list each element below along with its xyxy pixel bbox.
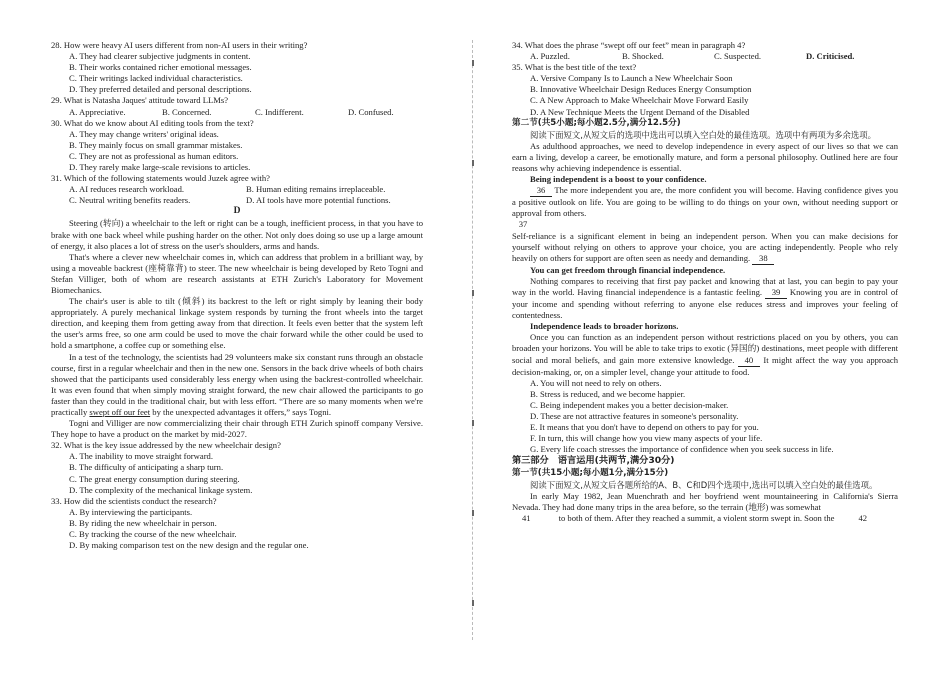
- option-b: B. Human editing remains irreplaceable.: [246, 184, 386, 195]
- paragraph-text: to both of them. After they reached a summit, a violent storm swept in. Soon the: [558, 513, 835, 524]
- option-f: F. In turn, this will change how you view many aspects of your life.: [530, 433, 763, 444]
- paragraph-text: Self-reliance is a significant element in being an independent person. When you can make decisions for yourself without relying on others to approve your choice, you are acting independently. People who rely heavily on others for support are often seen as needy and demanding.: [512, 230, 898, 263]
- paragraph-text: It might affect the way you approach decision-making, or, on a simpler level, change your attitude to food.: [512, 354, 898, 377]
- option-d: D. These are not attractive features in someone's personality.: [530, 411, 739, 421]
- section-2-instructions: 阅读下面短文,从短文后的选项中选出可以填入空白处的最佳选项。选项中有两项为多余选项。: [530, 129, 877, 140]
- cloze-paragraph: In early May 1982, Jean Muenchrath and her boyfriend went mountaineering in California's Sierra Nevada. They had done many trips in the area before, so the terrain (地形) was somewhat: [512, 490, 898, 513]
- option-d: D. The complexity of the mechanical linkage system.: [69, 484, 253, 495]
- cloze-line: [512, 513, 898, 524]
- blank-36: 36: [530, 185, 552, 197]
- question-stem: 34. What does the phrase “swept off our feet” mean in paragraph 4?: [512, 40, 746, 50]
- option-d: D. They preferred detailed and personal descriptions.: [69, 84, 252, 95]
- passage-paragraph-4: [51, 352, 423, 419]
- paragraph-text: Nothing compares to receiving that first pay packet and knowing that at last, you can begin to pay your way in the world. Having financial independence is a fantastic feeling.: [512, 275, 898, 297]
- options-row: [51, 107, 423, 118]
- paragraph-text: Knowing you are in control of your income and spending without referring to anyone else reduces stress and improves your feeling of contentedness.: [512, 286, 899, 321]
- option-b: B. Stress is reduced, and we become happier.: [530, 388, 686, 399]
- option-c: C. A New Approach to Make Wheelchair Move Forward Easily: [530, 95, 749, 106]
- paragraph-text: The more independent you are, the more confident you will become. Having confidence gives you a positive outlook on life. You are going to be willing to do things on your own, without needing support or approval from others.: [512, 185, 898, 219]
- paragraph-text: In a test of the technology, the scientists had 29 volunteers make six constant runs through an obstacle course, first in a regular wheelchair and then in the new one. Sensors in the back drive wheels of both chairs showed that the participants used considerably less energy when using the backrest-controlled wheelchair. It was even found that when simply moving straight forward, the new chair allowed the participants to go faster than they could in the traditional chair, but with less effort. “There are so many moments when we're practically: [51, 351, 423, 417]
- option-b: B. Their works contained richer emotional messages.: [69, 62, 252, 73]
- section-1-heading: 第一节(共15小题;每小题1分,满分15分): [512, 467, 669, 478]
- subheading-horizons: Independence leads to broader horizons.: [530, 321, 679, 332]
- paragraph-text: by the unexpected advantages it offers,” says Togni.: [152, 407, 332, 417]
- question-28: [51, 40, 423, 95]
- right-column: [512, 40, 898, 524]
- question-30: [51, 118, 423, 173]
- question-stem: 28. How were heavy AI users different from non-AI users in their writing?: [51, 40, 308, 50]
- gap-fill-paragraph-1: As adulthood approaches, we need to develop independence in every aspect of our lives so that we can earn a living, develop a career, be emotionally mature, and form a personal philosophy. Outlined here are four reasons why achieving independence is essential.: [512, 140, 898, 173]
- question-35: [512, 62, 898, 117]
- option-b: B. Concerned.: [162, 106, 212, 117]
- blank-42: 42: [858, 513, 868, 524]
- option-c: C. Indifferent.: [255, 106, 304, 117]
- gap-fill-paragraph-2: [512, 185, 898, 219]
- option-d: D. They rarely make large-scale revisions to articles.: [69, 162, 251, 173]
- column-divider: [472, 40, 473, 640]
- gap-fill-paragraph-4: [512, 276, 898, 321]
- option-a: A. They had clearer subjective judgments in content.: [69, 51, 251, 62]
- option-e: E. It means that you don't have to depend on others to pay for you.: [530, 422, 759, 433]
- option-c: C. The great energy consumption during steering.: [69, 473, 240, 484]
- blank-37: 37: [512, 219, 534, 230]
- option-a: A. AI reduces research workload.: [69, 184, 185, 195]
- option-d: D. AI tools have more potential functions.: [246, 195, 391, 206]
- option-c: C. They are not as professional as human editors.: [69, 150, 239, 161]
- underlined-phrase: swept off our feet: [89, 407, 151, 417]
- question-stem: 30. What do we know about AI editing tools from the text?: [51, 117, 254, 128]
- question-33: [51, 496, 423, 551]
- option-c: C. By tracking the course of the new wheelchair.: [69, 529, 237, 540]
- option-c: C. Being independent makes you a better decision-maker.: [530, 399, 729, 410]
- question-stem: 33. How did the scientists conduct the research?: [51, 495, 217, 506]
- option-a: A. The inability to move straight forward.: [69, 451, 213, 462]
- passage-paragraph-2: That's where a clever new wheelchair comes in, which can address that problem in a brilliant way, by using a moveable backrest (座椅靠背) to steer. The new wheelchair is being developed by Reto Togni and Stefan Villiger, both of whom are research assistants at ETH Zurich's Laboratory for Movement Biomechanics.: [51, 251, 423, 295]
- blank-line-37: [512, 219, 898, 230]
- option-d: D. A New Technique Meets the Urgent Demand of the Disabled: [530, 106, 750, 117]
- options-row: [512, 51, 898, 62]
- options-row: [51, 184, 423, 195]
- option-d: D. Confused.: [348, 106, 394, 117]
- option-a: A. Versive Company Is to Launch a New Wheelchair Soon: [530, 73, 733, 84]
- option-a: A. They may change writers' original ideas.: [69, 128, 219, 139]
- gap-fill-paragraph-5: [512, 332, 898, 377]
- option-a: A. You will not need to rely on others.: [530, 377, 662, 388]
- left-column: [51, 40, 423, 551]
- option-c: C. Suspected.: [714, 51, 762, 62]
- passage-paragraph-1: Steering (转向) a wheelchair to the left or right can be a tough, inefficient process, in that you have to brake with one back wheel while pushing harder on the other. Not only does doing so use up a large amount of energy, it also places a lot of stress on the user's shoulders, arms and hands.: [51, 218, 423, 251]
- question-stem: 32. What is the key issue addressed by the new wheelchair design?: [51, 440, 281, 451]
- question-31: [51, 173, 423, 206]
- option-a: A. Puzzled.: [530, 51, 570, 62]
- option-d: D. Criticised.: [806, 51, 855, 62]
- option-a: A. By interviewing the participants.: [69, 506, 193, 517]
- question-34: [512, 40, 898, 62]
- passage-paragraph-5: Togni and Villiger are now commercializing their chair through ETH Zurich spinoff company Versive. They hope to have a product on the market by mid-2027.: [51, 418, 423, 440]
- paragraph-text: Once you can function as an independent person without restrictions placed on you by others, you can broaden your horizons. You will be able to take trips to exotic (异国的) destinations, meet people with different social and moral beliefs, and gain more extensive knowledge.: [512, 332, 898, 365]
- option-b: B. They mainly focus on small grammar mistakes.: [69, 139, 243, 150]
- option-d: D. By making comparison test on the new design and the regular one.: [69, 540, 309, 551]
- part-3-heading: 第三部分 语言运用(共两节,满分30分): [512, 455, 675, 467]
- question-29: [51, 95, 423, 117]
- option-b: B. Shocked.: [622, 51, 664, 62]
- option-b: B. The difficulty of anticipating a sharp turn.: [69, 462, 224, 473]
- blank-41: 41: [522, 513, 531, 524]
- section-2-heading: 第二节(共5小题;每小题2.5分,满分12.5分): [512, 117, 681, 128]
- question-stem: 31. Which of the following statements would Juzek agree with?: [51, 173, 270, 184]
- option-a: A. Appreciative.: [69, 106, 126, 117]
- option-b: B. Innovative Wheelchair Design Reduces Energy Consumption: [530, 84, 752, 95]
- question-stem: 35. What is the best title of the text?: [512, 62, 637, 73]
- option-c: C. Neutral writing benefits readers.: [69, 195, 191, 206]
- subheading-confidence: Being independent is a boost to your confidence.: [530, 174, 707, 185]
- option-b: B. By riding the new wheelchair in person.: [69, 517, 217, 528]
- question-stem: 29. What is Natasha Jaques' attitude toward LLMs?: [51, 95, 229, 106]
- passage-label: D: [233, 206, 241, 217]
- option-c: C. Their writings lacked individual characteristics.: [69, 73, 243, 84]
- section-1-instructions: 阅读下面短文,从短文后各题所给的A、B、C和D四个选项中,选出可以填入空白处的最佳选项。: [530, 479, 878, 490]
- subheading-financial: You can get freedom through financial independence.: [530, 264, 726, 275]
- question-32: [51, 440, 423, 495]
- blank-40: 40: [738, 355, 760, 367]
- options-row: [51, 195, 423, 206]
- gap-fill-options: [512, 378, 898, 456]
- gap-fill-paragraph-3: [512, 231, 898, 265]
- option-g: G. Every life coach stresses the importance of confidence when you seek success in life.: [530, 444, 834, 455]
- blank-39: 39: [765, 287, 787, 299]
- passage-paragraph-3: The chair's user is able to tilt (倾斜) its backrest to the left or right simply by leaning their body appropriately. A purely mechanical linkage system responds by turning the front wheels into the target direction, and keeping them from getting away from that direction. It feels even better that the system left the user's arms free, so one arm could be used to move the chair forward while the other could be used to hold a smartphone, a coffee cup or something else.: [51, 296, 423, 351]
- blank-38: 38: [752, 253, 774, 265]
